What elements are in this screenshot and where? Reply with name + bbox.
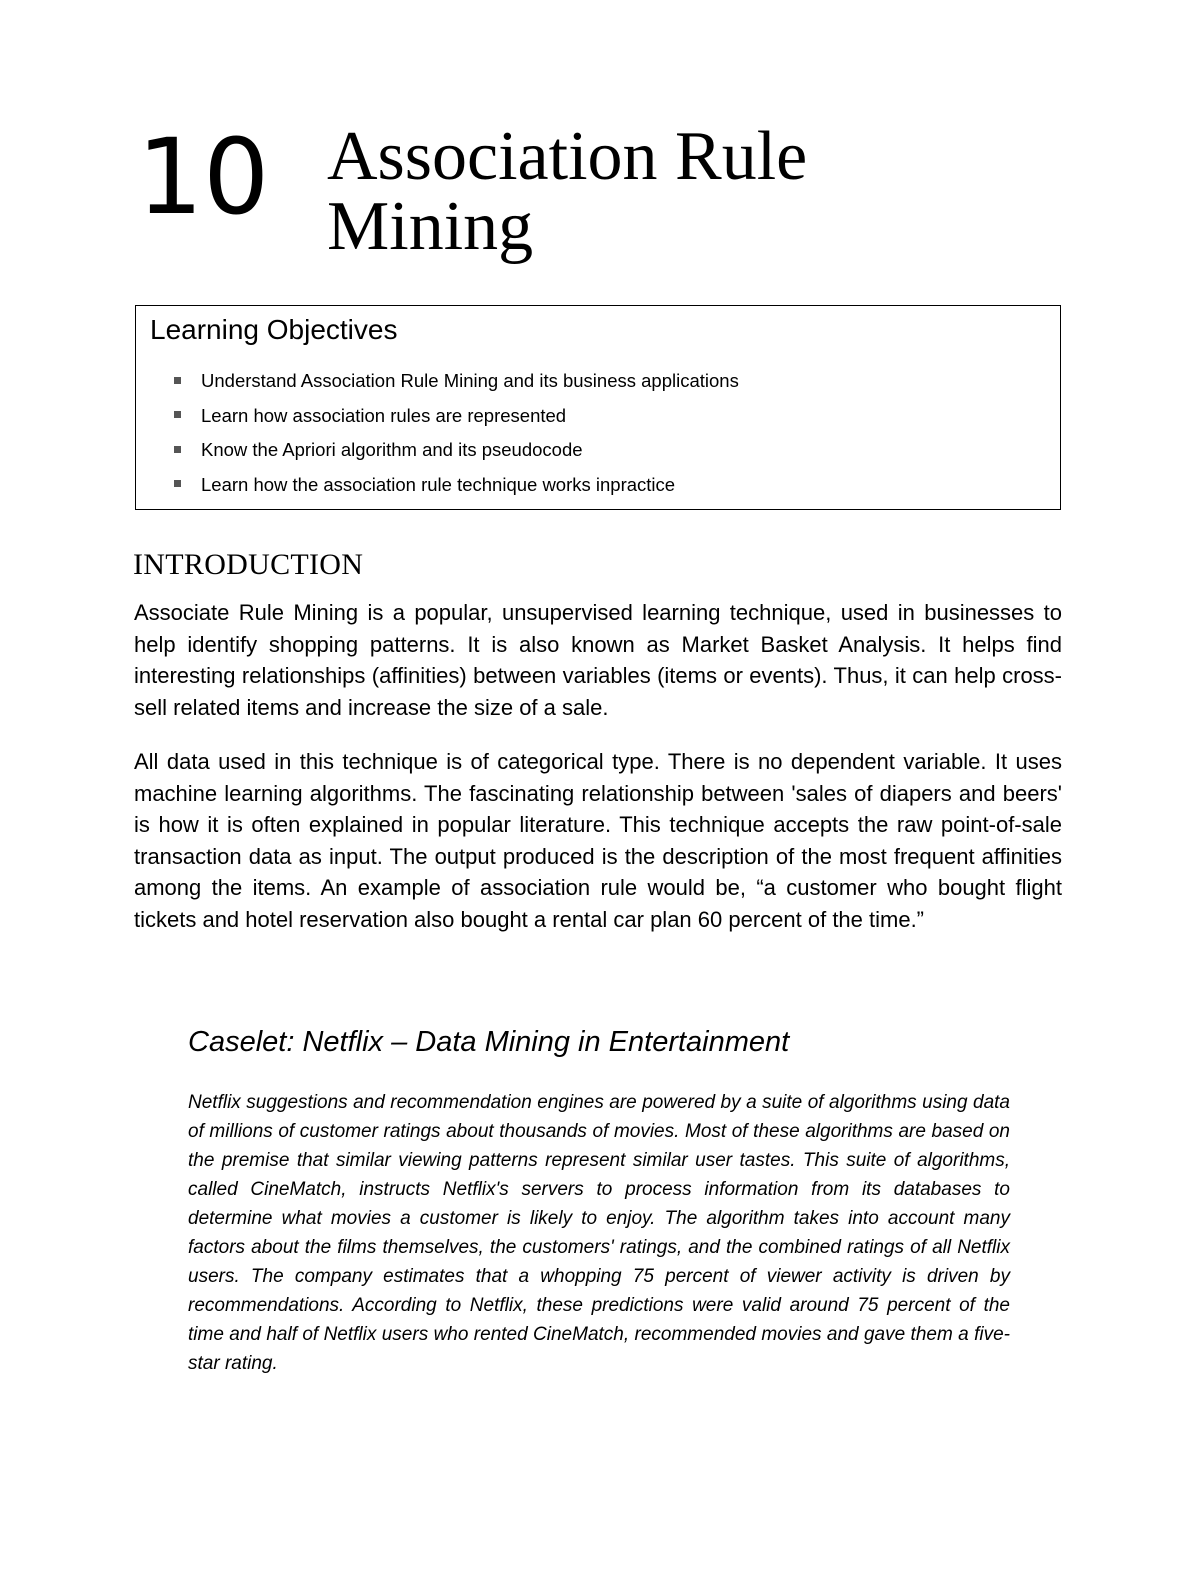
learning-objectives-box	[135, 305, 1061, 510]
caselet-title: Caselet: Netflix – Data Mining in Entertainment	[188, 1026, 790, 1058]
introduction-paragraph-2: All data used in this technique is of categorical type. There is no dependent variable. It uses machine learning algorithms. The fascinating relationship between 'sales of diapers and beers' is how it is often explained in popular literature. This technique accepts the raw point-of-sale transaction data as input. The output produced is the description of the most frequent affinities among the items. An example of association rule would be, “a customer who bought flight tickets and hotel reservation also bought a rental car plan 60 percent of the time.”	[134, 749, 1062, 932]
learning-objectives-heading: Learning Objectives	[150, 314, 398, 345]
objective-text: Understand Association Rule Mining and its business applications	[201, 370, 739, 391]
list-item	[174, 399, 739, 434]
introduction-heading: INTRODUCTION	[133, 548, 364, 581]
caselet-text: Netflix suggestions and recommendation engines are powered by a suite of algorithms using data of millions of customer ratings about thousands of movies. Most of these algorithms are based on the premise that similar viewing patterns represent similar user tastes. This suite of algorithms, called CineMatch, instructs Netflix's servers to process information from its databases to determine what movies a customer is likely to enjoy. The algorithm takes into account many factors about the films themselves, the customers' ratings, and the combined ratings of all Netflix users. The company estimates that a whopping 75 percent of viewer activity is driven by recommendations. According to Netflix, these predictions were valid around 75 percent of the time and half of Netflix users who rented CineMatch, recommended movies and gave them a five-star rating.	[188, 1092, 1010, 1374]
square-bullet-icon	[174, 480, 181, 487]
square-bullet-icon	[174, 411, 181, 418]
chapter-title-line-2: Mining	[327, 188, 534, 265]
objective-text: Know the Apriori algorithm and its pseudocode	[201, 439, 583, 460]
chapter-title-line-1: Association Rule	[327, 118, 808, 195]
square-bullet-icon	[174, 446, 181, 453]
learning-objectives-list	[174, 364, 739, 502]
objective-text: Learn how the association rule technique works inpractice	[201, 473, 676, 495]
introduction-paragraph-1: Associate Rule Mining is a popular, unsupervised learning technique, used in businesses to help identify shopping patterns. It is also known as Market Basket Analysis. It helps find interesting relationships (affinities) between variables (items or events). Thus, it can help cross-sell related items and increase the size of a sale.	[134, 600, 1062, 720]
chapter-number: 10	[137, 116, 270, 238]
list-item	[174, 468, 739, 503]
chapter-title	[327, 118, 808, 265]
list-item	[174, 433, 739, 468]
list-item	[174, 364, 739, 399]
square-bullet-icon	[174, 377, 181, 384]
objective-text: Learn how association rules are represented	[201, 404, 567, 426]
